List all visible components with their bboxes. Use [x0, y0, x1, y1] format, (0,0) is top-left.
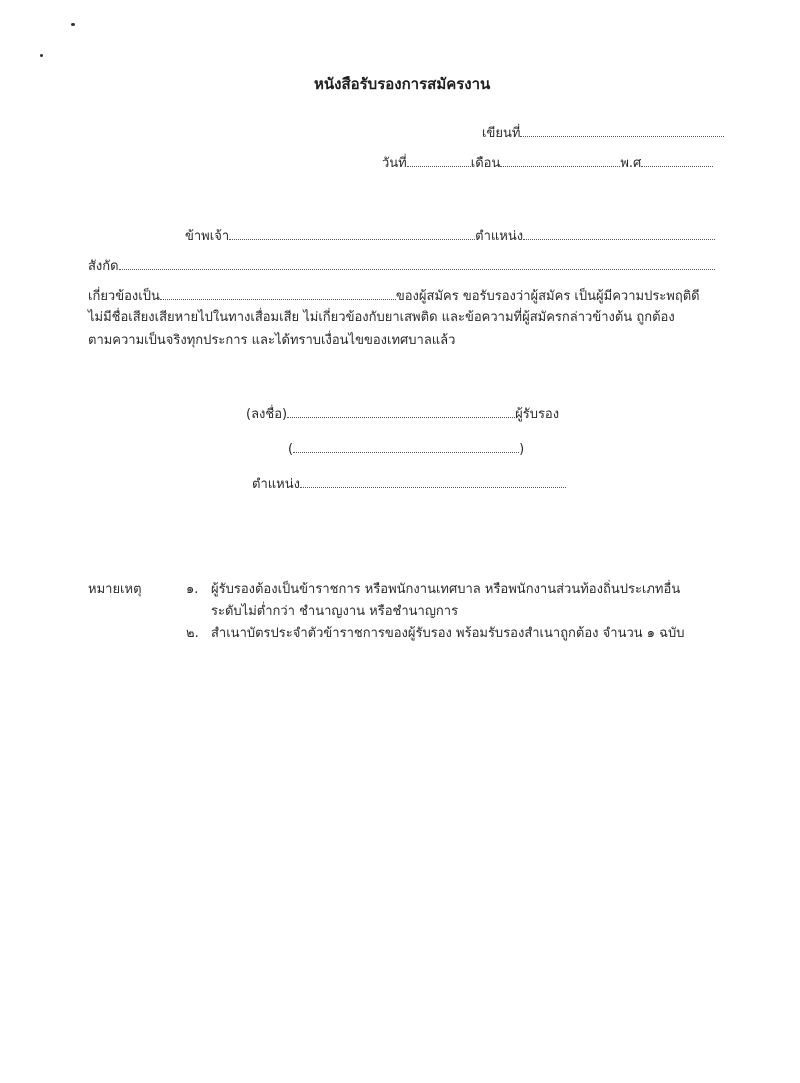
- affiliation-line: [88, 255, 715, 277]
- notes-label: หมายเหตุ: [88, 582, 142, 597]
- body-line1-rest: ของผู้สมัคร ขอรับรองว่าผู้สมัคร เป็นผู้มีความประพฤติดี: [395, 289, 700, 304]
- note-2-number: ๒.: [186, 626, 199, 641]
- year-field[interactable]: [641, 152, 713, 167]
- signature-line: [246, 403, 559, 425]
- open-paren: (: [288, 442, 294, 457]
- scan-speck: [40, 54, 43, 57]
- written-at-field[interactable]: [520, 122, 724, 137]
- affiliation-label: สังกัด: [88, 259, 119, 274]
- date-field[interactable]: [407, 152, 471, 167]
- document-title: หนังสือรับรองการสมัครงาน: [314, 75, 491, 93]
- signer-position-label: ตำแหน่ง: [252, 477, 300, 492]
- note-2-line1: สำเนาบัตรประจำตัวข้าราชการของผู้รับรอง พร้อมรับรองสำเนาถูกต้อง จำนวน ๑ ฉบับ: [211, 626, 685, 641]
- date-line: [382, 152, 713, 174]
- relation-line: [88, 285, 700, 307]
- position-field[interactable]: [523, 225, 715, 240]
- name-line: [185, 225, 715, 247]
- close-paren: ): [519, 442, 525, 457]
- name-field[interactable]: [229, 225, 475, 240]
- note-1-number: ๑.: [186, 582, 199, 597]
- month-label: เดือน: [470, 156, 501, 171]
- month-field[interactable]: [500, 152, 620, 167]
- written-at-label: เขียนที่: [482, 126, 521, 141]
- affiliation-field[interactable]: [119, 255, 715, 270]
- note-1-line1: ผู้รับรองต้องเป็นข้าราชการ หรือพนักงานเทศบาล หรือพนักงานส่วนท้องถิ่นประเภทอื่น: [211, 582, 681, 597]
- signature-field[interactable]: [287, 403, 515, 418]
- year-label: พ.ศ: [620, 156, 642, 171]
- body-line2: ไม่มีชื่อเสียงเสียหายไปในทางเสื่อมเสีย ไม่เกี่ยวข้องกับยาเสพติด และข้อความที่ผู้สมัครกล่าวข้างต้น ถูกต้อง: [88, 310, 675, 325]
- date-label: วันที่: [382, 156, 407, 171]
- body-line3: ตามความเป็นจริงทุกประการ และได้ทราบเงื่อนไขของเทศบาลแล้ว: [88, 333, 456, 348]
- position-label: ตำแหน่ง: [475, 229, 524, 244]
- note-1-line2: ระดับไม่ต่ำกว่า ชำนาญงาน หรือชำนาญการ: [211, 604, 459, 619]
- signer-position-line: [252, 473, 566, 495]
- certifier-label: ผู้รับรอง: [515, 407, 560, 422]
- relation-label: เกี่ยวข้องเป็น: [88, 289, 160, 304]
- signer-position-field[interactable]: [300, 473, 566, 488]
- written-at-line: [482, 122, 724, 144]
- relation-field[interactable]: [160, 285, 396, 300]
- sign-label: (ลงชื่อ): [246, 407, 288, 422]
- i-label: ข้าพเจ้า: [185, 229, 230, 244]
- scan-speck: [71, 23, 75, 26]
- printed-name-line: [288, 438, 524, 460]
- printed-name-field[interactable]: [293, 438, 519, 453]
